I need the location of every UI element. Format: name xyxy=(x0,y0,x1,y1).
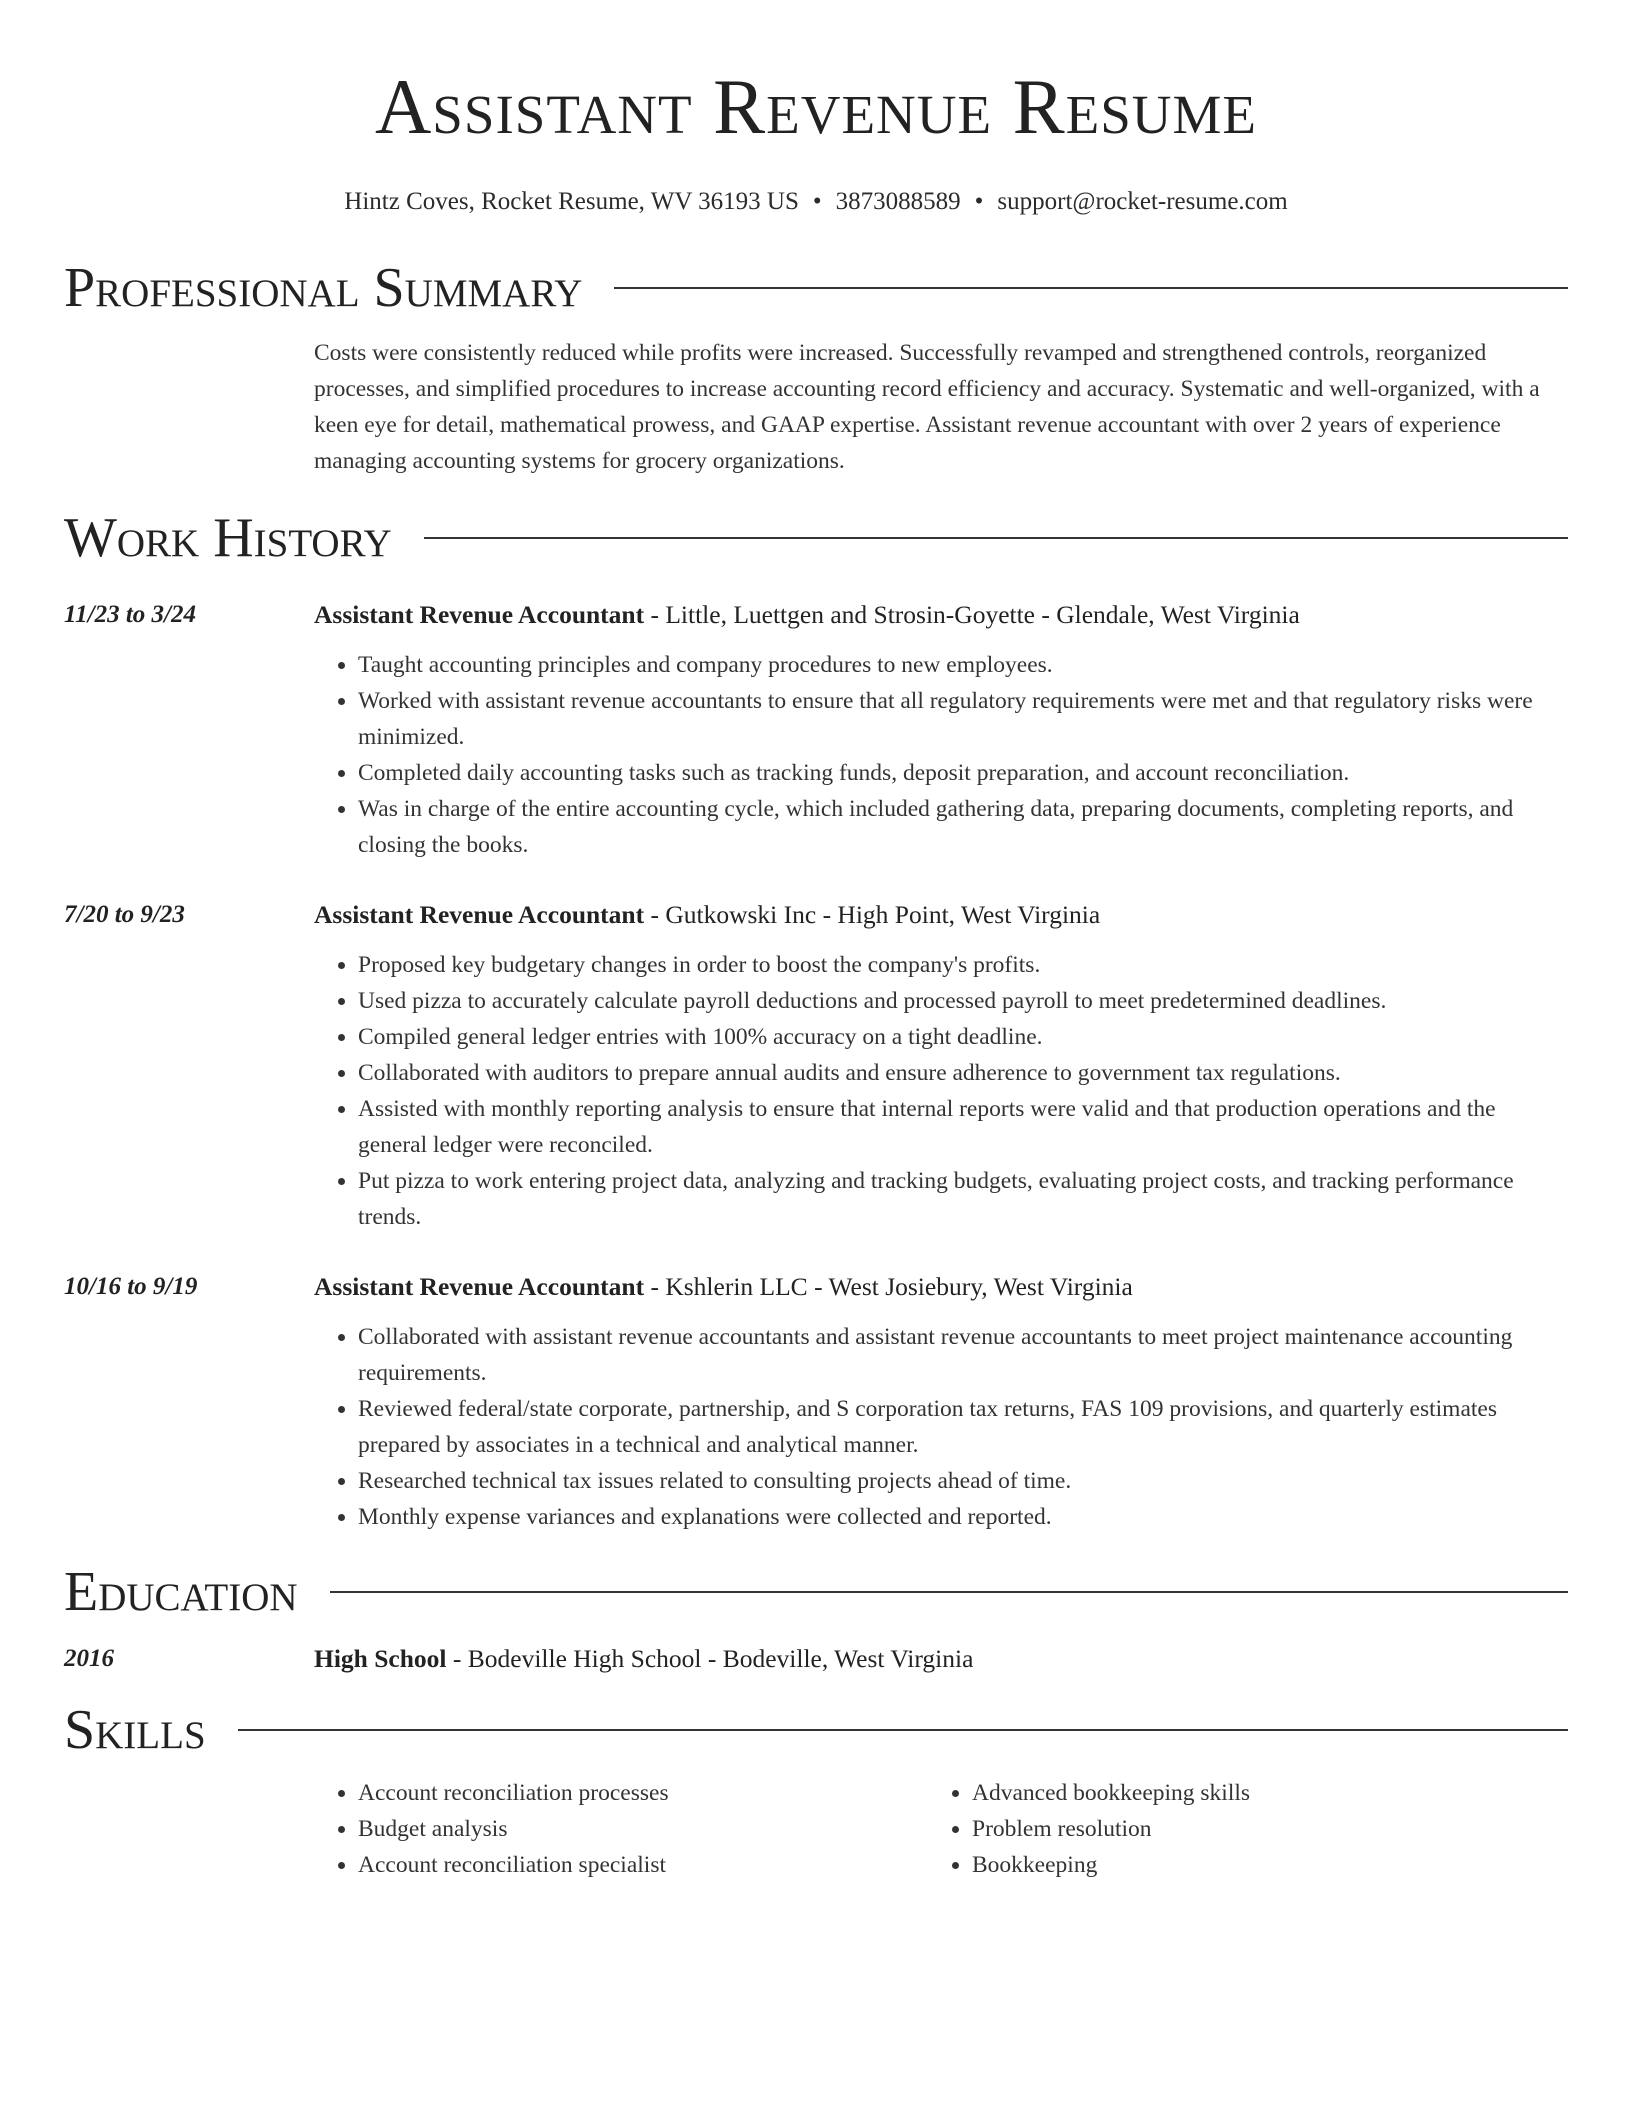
skills-column-right xyxy=(928,1775,1542,1883)
job-entry xyxy=(64,597,1568,863)
skill-item: • Account reconciliation specialist xyxy=(358,1847,928,1883)
section-divider xyxy=(238,1729,1568,1731)
job-bullet: • Compiled general ledger entries with 100% accuracy on a tight deadline. xyxy=(358,1019,1568,1055)
resume-title: Assistant Revenue Resume xyxy=(374,63,1258,150)
work-section-header xyxy=(64,505,1568,571)
education-body xyxy=(314,1641,1568,1677)
job-bullet: • Was in charge of the entire accounting cycle, which included gathering data, preparing documents, completing reports, and closing the books. xyxy=(358,791,1568,863)
education-details: - Bodeville High School - Bodeville, West Virginia xyxy=(446,1644,974,1673)
work-heading: Work History xyxy=(64,507,392,569)
job-bullet: • Proposed key budgetary changes in order to boost the company's profits. xyxy=(358,947,1568,983)
job-entry xyxy=(64,1269,1568,1535)
job-bullet: • Collaborated with assistant revenue accountants and assistant revenue accountants to meet project maintenance accounting requirements. xyxy=(358,1319,1568,1391)
job-bullet: • Researched technical tax issues related to consulting projects ahead of time. xyxy=(358,1463,1568,1499)
job-details: - Little, Luettgen and Strosin-Goyette - Glendale, West Virginia xyxy=(644,600,1300,629)
skills-column-left xyxy=(314,1775,928,1883)
skill-item: • Problem resolution xyxy=(972,1811,1542,1847)
job-bullet: • Used pizza to accurately calculate payroll deductions and processed payroll to meet predetermined deadlines. xyxy=(358,983,1568,1019)
job-dates: 11/23 to 3/24 xyxy=(64,601,196,628)
job-title: Assistant Revenue Accountant xyxy=(314,600,645,629)
summary-text: Costs were consistently reduced while profits were increased. Successfully revamped and strengthened controls, reorganized processes, and simplified procedures to increase accounting record efficiency and accuracy. Systematic and well-organized, with a keen eye for detail, mathematical prowess, and GAAP expertise. Assistant revenue accountant with over 2 years of experience managing accounting systems for grocery organizations. xyxy=(314,340,1540,474)
job-body xyxy=(314,597,1568,863)
summary-heading: Professional Summary xyxy=(64,257,583,319)
job-body xyxy=(314,897,1568,1235)
skill-item: • Bookkeeping xyxy=(972,1847,1542,1883)
section-divider xyxy=(330,1591,1568,1593)
contact-email: support@rocket-resume.com xyxy=(997,188,1288,215)
job-title-line xyxy=(314,1269,1568,1305)
job-bullet: • Monthly expense variances and explanations were collected and reported. xyxy=(358,1499,1568,1535)
education-entry xyxy=(64,1641,1568,1677)
skills-heading: Skills xyxy=(64,1699,206,1761)
job-bullets xyxy=(314,947,1568,1235)
job-dates: 7/20 to 9/23 xyxy=(64,901,185,928)
job-body xyxy=(314,1269,1568,1535)
job-title-line xyxy=(314,897,1568,933)
section-divider xyxy=(614,287,1568,289)
job-details: - Gutkowski Inc - High Point, West Virginia xyxy=(644,900,1101,929)
contact-separator: • xyxy=(974,188,984,215)
education-title-line xyxy=(314,1641,1568,1677)
education-section-header xyxy=(64,1559,1568,1625)
job-dates: 10/16 to 9/19 xyxy=(64,1273,198,1300)
job-bullet: • Taught accounting principles and company procedures to new employees. xyxy=(358,647,1568,683)
contact-separator: • xyxy=(812,188,822,215)
job-bullet: • Put pizza to work entering project data, analyzing and tracking budgets, evaluating project costs, and tracking performance trends. xyxy=(358,1163,1568,1235)
job-bullet: • Completed daily accounting tasks such as tracking funds, deposit preparation, and account reconciliation. xyxy=(358,755,1568,791)
job-bullet: • Assisted with monthly reporting analysis to ensure that internal reports were valid and that production operations and the general ledger were reconciled. xyxy=(358,1091,1568,1163)
skills-section-header xyxy=(64,1697,1568,1763)
job-title-line xyxy=(314,597,1568,633)
skill-item: • Budget analysis xyxy=(358,1811,928,1847)
job-title: Assistant Revenue Accountant xyxy=(314,1272,645,1301)
job-bullets xyxy=(314,1319,1568,1535)
job-title: Assistant Revenue Accountant xyxy=(314,900,645,929)
skill-item: • Account reconciliation processes xyxy=(358,1775,928,1811)
contact-line xyxy=(64,185,1568,219)
job-bullet: • Collaborated with auditors to prepare annual audits and ensure adherence to government tax regulations. xyxy=(358,1055,1568,1091)
education-heading: Education xyxy=(64,1561,298,1623)
contact-address: Hintz Coves, Rocket Resume, WV 36193 US xyxy=(344,188,799,215)
section-divider xyxy=(424,537,1568,539)
skill-item: • Advanced bookkeeping skills xyxy=(972,1775,1542,1811)
education-year: 2016 xyxy=(64,1645,114,1672)
job-bullet: • Worked with assistant revenue accountants to ensure that all regulatory requirements were met and that regulatory risks were minimized. xyxy=(358,683,1568,755)
contact-phone: 3873088589 xyxy=(835,188,961,215)
job-details: - Kshlerin LLC - West Josiebury, West Virginia xyxy=(644,1272,1133,1301)
summary-section-header xyxy=(64,255,1568,321)
job-bullet: • Reviewed federal/state corporate, partnership, and S corporation tax returns, FAS 109 provisions, and quarterly estimates prepared by associates in a technical and analytical manner. xyxy=(358,1391,1568,1463)
education-degree: High School xyxy=(314,1644,447,1673)
job-entry xyxy=(64,897,1568,1235)
skills-list xyxy=(314,1775,1568,1883)
job-bullets xyxy=(314,647,1568,863)
